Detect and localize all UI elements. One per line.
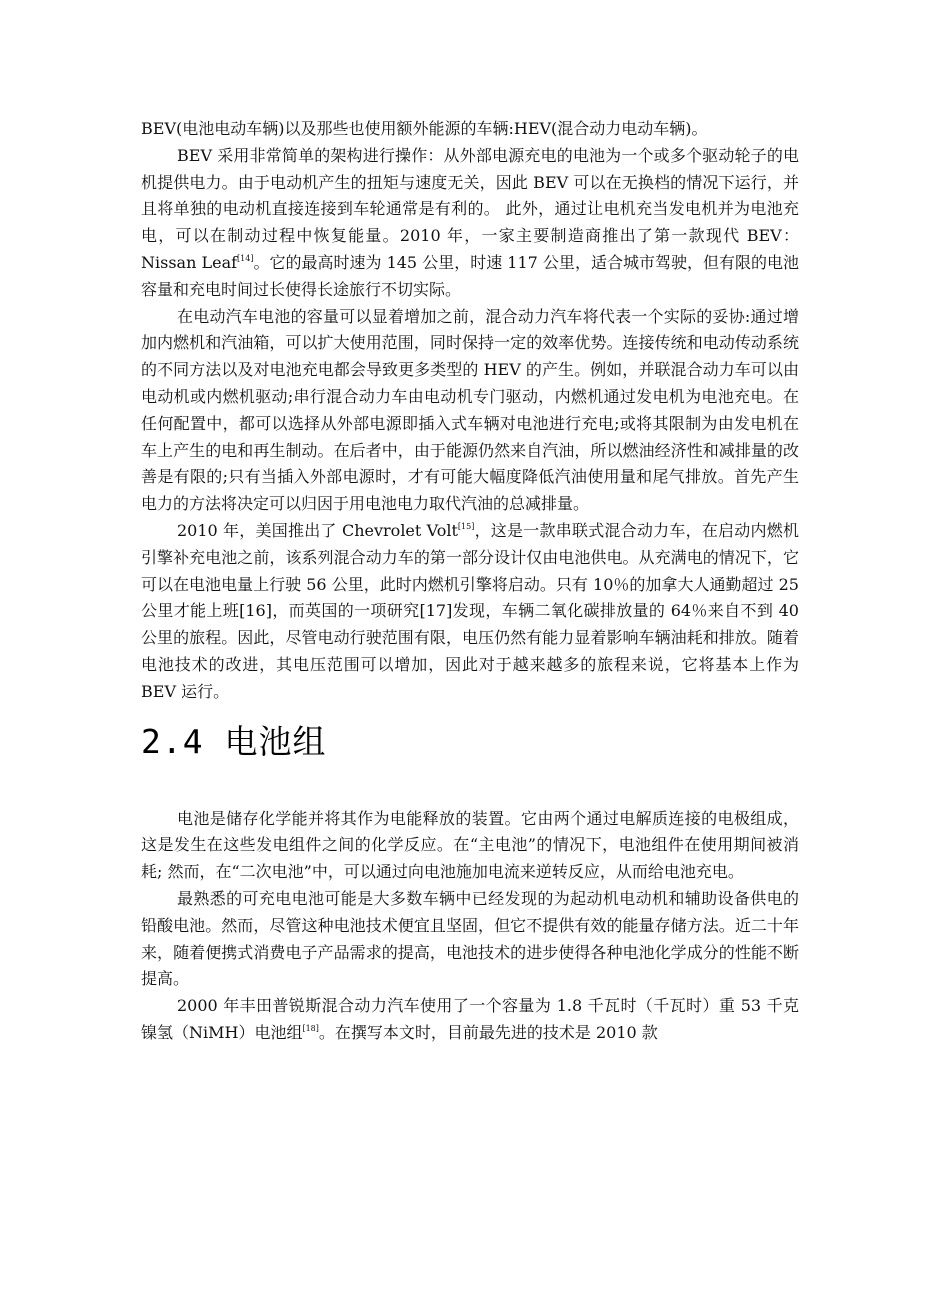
section-heading: 2.4 电池组 <box>141 721 327 761</box>
paragraph-text: 2000 年丰田普锐斯混合动力汽车使用了一个容量为 1.8 千瓦时（千瓦时）重 53 千克镍氢（NiMH）电池组 <box>141 996 799 1042</box>
paragraph-text: ，这是一款串联式混合动力车，在启动内燃机引擎补充电池之前，该系列混合动力车的第一部分设计仅由电池供电。从充满电的情况下，它可以在电池电量上行驶 56 公里，此时内燃机引擎将启动。只有 10％的加拿大人通勤超过 25 公里才能上班[16]，而英国的一项研究[17]发现，车辆二氧化碳排放量的 64％来自不到 40 公里的旅程。因此，尽管电动行驶范围有限，电压仍然有能力显着影响车辆油耗和排放。随着电池技术的改进，其电压范围可以增加，因此对于越来越多的旅程来说，它将基本上作为 BEV 运行。 <box>141 520 799 701</box>
paragraph-text: 。它的最高时速为 145 公里，时速 117 公里，适合城市驾驶，但有限的电池容量和充电时间过长使得长途旅行不切实际。 <box>141 252 799 299</box>
body-text-after-heading <box>141 806 799 1047</box>
paragraph-text: BEV(电池电动车辆)以及那些也使用额外能源的车辆:HEV(混合动力电动车辆)。 <box>141 119 708 138</box>
paragraph <box>141 806 799 886</box>
paragraph <box>141 518 799 706</box>
paragraph-text: 最熟悉的可充电电池可能是大多数车辆中已经发现的为起动机电动机和辅助设备供电的铅酸电池。然而，尽管这种电池技术便宜且坚固，但它不提供有效的能量存储方法。近二十年来，随着便携式消费电子产品需求的提高，电池技术的进步使得各种电池化学成分的性能不断提高。 <box>141 888 799 989</box>
paragraph <box>141 886 799 993</box>
citation-reference: [15] <box>457 521 475 531</box>
paragraph-text: 在电动汽车电池的容量可以显着增加之前，混合动力汽车将代表一个实际的妥协:通过增加内燃机和汽油箱，可以扩大使用范围，同时保持一定的效率优势。连接传统和电动传动系统的不同方法以及对电池充电都会导致更多类型的 HEV 的产生。例如，并联混合动力车可以由电动机或内燃机驱动;串行混合动力车由电动机专门驱动，内燃机通过发电机为电池充电。在任何配置中，都可以选择从外部电源即插入式车辆对电池进行充电;或将其限制为由发电机在车上产生的电和再生制动。在后者中，由于能源仍然来自汽油，所以燃油经济性和减排量的改善是有限的;只有当插入外部电源时，才有可能大幅度降低汽油使用量和尾气排放。首先产生电力的方法将决定可以归因于用电池电力取代汽油的总减排量。 <box>141 306 799 514</box>
document-page <box>141 116 799 1047</box>
paragraph-text: 电池是储存化学能并将其作为电能释放的装置。它由两个通过电解质连接的电极组成，这是发生在这些发电组件之间的化学反应。在“主电池”的情况下，电池组件在使用期间被消耗; 然而，在“二次电池”中，可以通过向电池施加电流来逆转反应，从而给电池充电。 <box>141 808 799 882</box>
paragraph <box>141 116 799 143</box>
paragraph <box>141 143 799 304</box>
paragraph-text: BEV 采用非常简单的架构进行操作：从外部电源充电的电池为一个或多个驱动轮子的电机提供电力。由于电动机产生的扭矩与速度无关，因此 BEV 可以在无换档的情况下运行，并且将单独的电动机直接连接到车轮通常是有利的。 此外，通过让电机充当发电机并为电池充电，可以在制动过程中恢复能量。2010 年，一家主要制造商推出了第一款现代 BEV：Nissan Leaf <box>141 145 799 272</box>
paragraph-text: 。在撰写本文时，目前最先进的技术是 2010 款 <box>318 1022 658 1042</box>
paragraph <box>141 993 799 1047</box>
body-text-before-heading <box>141 116 799 706</box>
paragraph <box>141 304 799 518</box>
citation-reference: [18] <box>302 1023 319 1033</box>
paragraph-text: 2010 年，美国推出了 Chevrolet Volt <box>177 520 458 540</box>
citation-reference: [14] <box>237 253 254 263</box>
